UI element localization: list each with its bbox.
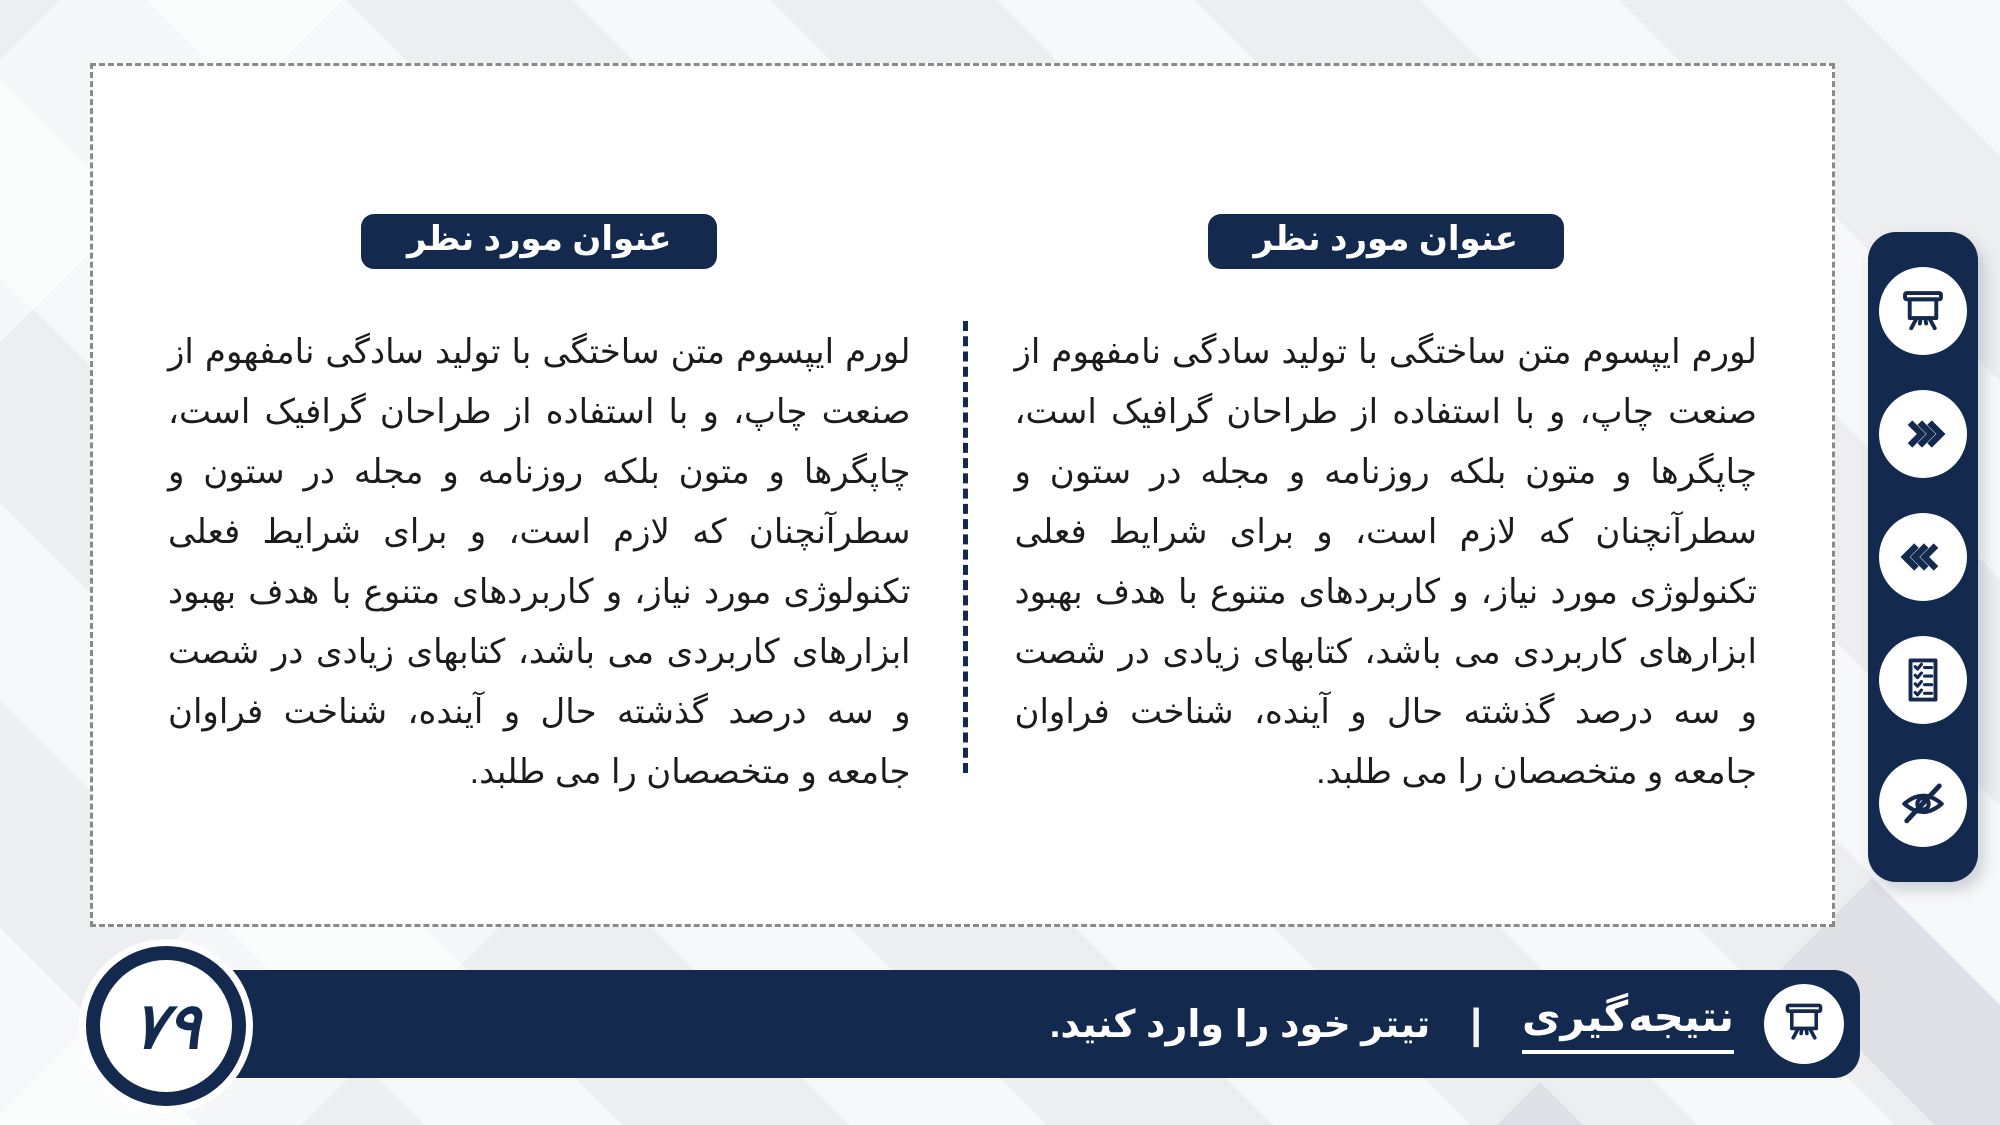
two-column-layout xyxy=(93,66,1832,924)
column-left xyxy=(93,66,963,924)
background-wedge xyxy=(1462,1082,1907,1125)
footer-icon-circle[interactable] xyxy=(1764,984,1844,1064)
sidebar-item-checklist[interactable] xyxy=(1879,636,1967,724)
fast-forward-chevrons-icon xyxy=(1897,408,1949,460)
column-body-text[interactable]: لورم ایپسوم متن ساختگی با تولید سادگی نامفهوم از صنعت چاپ، و با استفاده از طراحان گرافیک است، چاپگرها و متون بلکه روزنامه و مجله در ستون و سطرآنچنان که لازم است، و برای شرایط فعلی تکنولوژی مورد نیاز، و کاربردهای متنوع با هدف بهبود ابزارهای کاربردی می باشد، کتابهای زیادی در شصت و سه درصد گذشته حال و آینده، شناخت فراوان جامعه و متخصصان را می طلبد. xyxy=(168,333,911,792)
sidebar xyxy=(1868,232,1978,882)
column-title-badge[interactable]: عنوان مورد نظر xyxy=(1208,214,1564,269)
column-title-badge[interactable]: عنوان مورد نظر xyxy=(361,214,717,269)
sidebar-item-backward[interactable] xyxy=(1879,513,1967,601)
content-panel xyxy=(90,63,1835,927)
footer-title-placeholder[interactable]: تیتر خود را وارد کنید. xyxy=(1049,1003,1431,1046)
dashed-divider xyxy=(963,321,968,773)
page-number-badge xyxy=(86,946,246,1106)
presentation-board-icon xyxy=(1781,999,1827,1050)
sidebar-item-hide[interactable] xyxy=(1879,759,1967,847)
footer-section-title[interactable]: نتیجه‌گیری xyxy=(1522,994,1734,1054)
presentation-board-icon xyxy=(1898,286,1948,336)
sidebar-item-forward[interactable] xyxy=(1879,390,1967,478)
eye-off-icon xyxy=(1897,777,1949,829)
checklist-icon xyxy=(1898,655,1948,705)
column-right xyxy=(963,66,1833,924)
column-body-text[interactable]: لورم ایپسوم متن ساختگی با تولید سادگی نامفهوم از صنعت چاپ، و با استفاده از طراحان گرافیک است، چاپگرها و متون بلکه روزنامه و مجله در ستون و سطرآنچنان که لازم است، و برای شرایط فعلی تکنولوژی مورد نیاز، و کاربردهای متنوع با هدف بهبود ابزارهای کاربردی می باشد، کتابهای زیادی در شصت و سه درصد گذشته حال و آینده، شناخت فراوان جامعه و متخصصان را می طلبد. xyxy=(1014,333,1757,792)
footer-separator: | xyxy=(1470,1000,1482,1047)
sidebar-item-presentation[interactable] xyxy=(1879,267,1967,355)
page-number: ۷۹ xyxy=(129,989,203,1062)
rewind-chevrons-icon xyxy=(1897,531,1949,583)
footer-bar xyxy=(203,970,1860,1078)
